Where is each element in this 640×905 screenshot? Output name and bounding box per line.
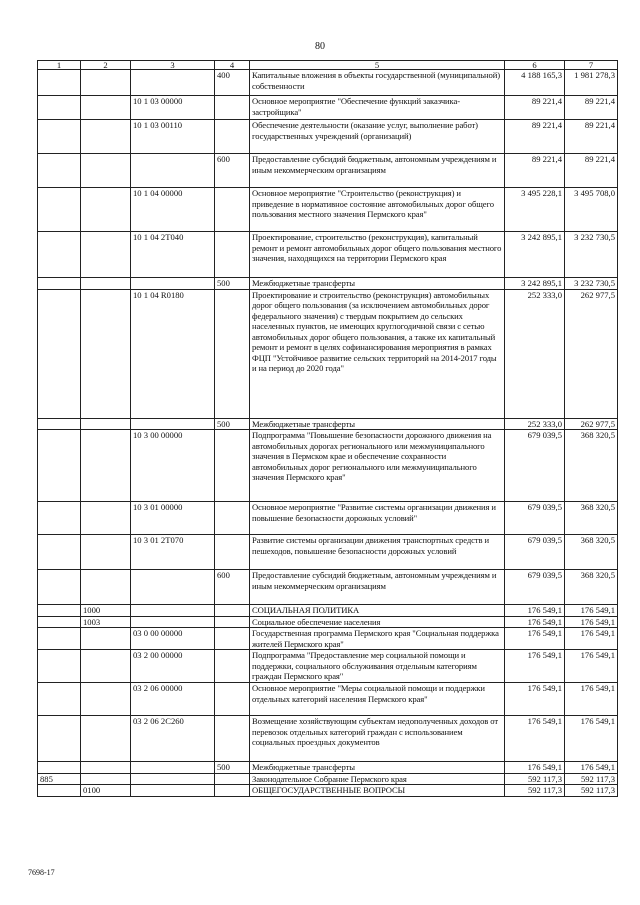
- cell-section-code: [81, 188, 131, 232]
- cell-admin-code: [38, 188, 81, 232]
- table-row: [38, 605, 618, 617]
- table-row: [38, 120, 618, 154]
- cell-amount-year2: 3 232 730,5: [565, 278, 618, 290]
- table-row: [38, 616, 618, 628]
- table-row: [38, 96, 618, 120]
- cell-expense-type: 500: [215, 418, 250, 430]
- cell-section-code: [81, 278, 131, 290]
- cell-admin-code: [38, 785, 81, 797]
- cell-target-article: 10 1 04 2Т040: [131, 232, 215, 278]
- cell-description: Проектирование, строительство (реконструкция), капитальный ремонт и ремонт автомобильных дорог общего пользования местного значения, находящихся на территории Пермского края: [250, 232, 505, 278]
- cell-amount-year1: 592 117,3: [505, 785, 565, 797]
- cell-admin-code: [38, 289, 81, 418]
- cell-admin-code: [38, 762, 81, 774]
- cell-target-article: [131, 278, 215, 290]
- cell-amount-year1: 679 039,5: [505, 570, 565, 605]
- cell-admin-code: [38, 70, 81, 96]
- cell-description: Развитие системы организации движения транспортных средств и пешеходов, повышение безопасности дорожных условий: [250, 535, 505, 570]
- cell-admin-code: [38, 278, 81, 290]
- cell-section-code: 1000: [81, 605, 131, 617]
- cell-target-article: 03 2 06 00000: [131, 683, 215, 716]
- cell-description: Законодательное Собрание Пермского края: [250, 773, 505, 785]
- header-cell: 2: [81, 61, 131, 70]
- cell-admin-code: [38, 430, 81, 502]
- cell-amount-year2: 176 549,1: [565, 616, 618, 628]
- cell-expense-type: 500: [215, 762, 250, 774]
- cell-amount-year2: 3 495 708,0: [565, 188, 618, 232]
- cell-amount-year2: 368 320,5: [565, 502, 618, 535]
- cell-amount-year1: 679 039,5: [505, 535, 565, 570]
- cell-description: Проектирование и строительство (реконструкция) автомобильных дорог общего пользования (за исключением автомобильных дорог федерального значения) с твердым покрытием до сельских населенных пунктов, не имеющих круглогодичной связи с сетью автомобильных дорог общего пользования, а также их капитальный ремонт и ремонт в целях софинансирования мероприятия в рамках ФЦП "Устойчивое развитие сельских территорий на 2014-2017 годы и на период до 2020 года": [250, 289, 505, 418]
- cell-section-code: 1003: [81, 616, 131, 628]
- cell-amount-year2: 176 549,1: [565, 716, 618, 762]
- cell-amount-year2: 368 320,5: [565, 535, 618, 570]
- cell-target-article: 10 1 04 R0180: [131, 289, 215, 418]
- cell-target-article: [131, 785, 215, 797]
- document-footer-code: 7698-17: [28, 868, 55, 877]
- cell-admin-code: [38, 605, 81, 617]
- cell-amount-year1: 176 549,1: [505, 683, 565, 716]
- cell-amount-year1: 252 333,0: [505, 418, 565, 430]
- table-header-row: [38, 61, 618, 70]
- table-row: [38, 716, 618, 762]
- cell-amount-year1: 89 221,4: [505, 154, 565, 188]
- cell-section-code: [81, 430, 131, 502]
- cell-section-code: [81, 683, 131, 716]
- cell-expense-type: [215, 535, 250, 570]
- cell-admin-code: [38, 716, 81, 762]
- cell-section-code: [81, 154, 131, 188]
- cell-target-article: 10 1 03 00110: [131, 120, 215, 154]
- cell-section-code: [81, 716, 131, 762]
- table-row: [38, 785, 618, 797]
- table-row: [38, 773, 618, 785]
- table-row: [38, 430, 618, 502]
- cell-description: Межбюджетные трансферты: [250, 278, 505, 290]
- cell-amount-year1: 4 188 165,3: [505, 70, 565, 96]
- header-cell: 4: [215, 61, 250, 70]
- cell-amount-year2: 592 117,3: [565, 773, 618, 785]
- cell-description: ОБЩЕГОСУДАРСТВЕННЫЕ ВОПРОСЫ: [250, 785, 505, 797]
- cell-target-article: [131, 70, 215, 96]
- cell-section-code: [81, 650, 131, 683]
- cell-admin-code: [38, 650, 81, 683]
- cell-target-article: 10 1 03 00000: [131, 96, 215, 120]
- table-row: [38, 628, 618, 650]
- cell-expense-type: [215, 120, 250, 154]
- cell-section-code: [81, 570, 131, 605]
- cell-amount-year2: 89 221,4: [565, 154, 618, 188]
- cell-expense-type: 500: [215, 278, 250, 290]
- cell-amount-year2: 3 232 730,5: [565, 232, 618, 278]
- header-cell: 5: [250, 61, 505, 70]
- table-row: [38, 650, 618, 683]
- table-row: [38, 70, 618, 96]
- cell-admin-code: [38, 502, 81, 535]
- cell-target-article: [131, 418, 215, 430]
- table-row: [38, 289, 618, 418]
- cell-target-article: [131, 570, 215, 605]
- cell-amount-year2: 176 549,1: [565, 628, 618, 650]
- cell-amount-year1: 252 333,0: [505, 289, 565, 418]
- cell-section-code: 0100: [81, 785, 131, 797]
- table-row: [38, 683, 618, 716]
- cell-target-article: [131, 616, 215, 628]
- cell-description: Социальное обеспечение населения: [250, 616, 505, 628]
- cell-expense-type: [215, 188, 250, 232]
- cell-expense-type: [215, 616, 250, 628]
- cell-amount-year2: 89 221,4: [565, 96, 618, 120]
- page-number: 80: [315, 41, 325, 52]
- cell-target-article: 10 3 01 00000: [131, 502, 215, 535]
- cell-admin-code: [38, 154, 81, 188]
- cell-expense-type: [215, 605, 250, 617]
- cell-amount-year1: 3 495 228,1: [505, 188, 565, 232]
- cell-amount-year1: 679 039,5: [505, 430, 565, 502]
- cell-admin-code: [38, 418, 81, 430]
- cell-amount-year1: 3 242 895,1: [505, 232, 565, 278]
- cell-amount-year1: 176 549,1: [505, 628, 565, 650]
- table-row: [38, 418, 618, 430]
- cell-amount-year2: 176 549,1: [565, 683, 618, 716]
- cell-expense-type: 400: [215, 70, 250, 96]
- cell-description: Государственная программа Пермского края "Социальная поддержка жителей Пермского края": [250, 628, 505, 650]
- cell-expense-type: 600: [215, 154, 250, 188]
- cell-description: Предоставление субсидий бюджетным, автономным учреждениям и иным некоммерческим организациям: [250, 570, 505, 605]
- cell-admin-code: [38, 683, 81, 716]
- cell-section-code: [81, 418, 131, 430]
- cell-section-code: [81, 628, 131, 650]
- cell-description: Межбюджетные трансферты: [250, 418, 505, 430]
- cell-expense-type: [215, 650, 250, 683]
- cell-expense-type: [215, 96, 250, 120]
- cell-amount-year1: 89 221,4: [505, 96, 565, 120]
- cell-amount-year1: 89 221,4: [505, 120, 565, 154]
- cell-amount-year2: 262 977,5: [565, 289, 618, 418]
- cell-admin-code: 885: [38, 773, 81, 785]
- cell-description: Капитальные вложения в объекты государственной (муниципальной) собственности: [250, 70, 505, 96]
- cell-description: Обеспечение деятельности (оказание услуг, выполнение работ) государственных учреждений (организаций): [250, 120, 505, 154]
- cell-target-article: 10 3 01 2Т070: [131, 535, 215, 570]
- cell-description: Возмещение хозяйствующим субъектам недополученных доходов от перевозок отдельных категорий граждан с использованием социальных проездных документов: [250, 716, 505, 762]
- cell-amount-year1: 176 549,1: [505, 605, 565, 617]
- cell-amount-year1: 592 117,3: [505, 773, 565, 785]
- cell-description: Основное мероприятие "Обеспечение функций заказчика-застройщика": [250, 96, 505, 120]
- cell-target-article: 10 3 00 00000: [131, 430, 215, 502]
- cell-target-article: 03 0 00 00000: [131, 628, 215, 650]
- cell-amount-year1: 176 549,1: [505, 762, 565, 774]
- budget-table: [37, 60, 618, 797]
- cell-section-code: [81, 289, 131, 418]
- cell-expense-type: [215, 502, 250, 535]
- cell-description: Межбюджетные трансферты: [250, 762, 505, 774]
- cell-description: Основное мероприятие "Меры социальной помощи и поддержки отдельных категорий населения Пермского края": [250, 683, 505, 716]
- cell-target-article: [131, 773, 215, 785]
- cell-section-code: [81, 502, 131, 535]
- table-row: [38, 232, 618, 278]
- cell-expense-type: 600: [215, 570, 250, 605]
- cell-amount-year2: 1 981 278,3: [565, 70, 618, 96]
- cell-expense-type: [215, 773, 250, 785]
- cell-target-article: [131, 605, 215, 617]
- table-row: [38, 188, 618, 232]
- cell-section-code: [81, 70, 131, 96]
- cell-amount-year2: 89 221,4: [565, 120, 618, 154]
- cell-amount-year2: 176 549,1: [565, 762, 618, 774]
- cell-section-code: [81, 96, 131, 120]
- cell-amount-year1: 3 242 895,1: [505, 278, 565, 290]
- cell-amount-year2: 176 549,1: [565, 650, 618, 683]
- table-row: [38, 502, 618, 535]
- header-cell: 3: [131, 61, 215, 70]
- cell-description: СОЦИАЛЬНАЯ ПОЛИТИКА: [250, 605, 505, 617]
- cell-expense-type: [215, 289, 250, 418]
- cell-target-article: [131, 762, 215, 774]
- table-row: [38, 154, 618, 188]
- cell-amount-year2: 176 549,1: [565, 605, 618, 617]
- cell-target-article: 03 2 06 2С260: [131, 716, 215, 762]
- cell-amount-year2: 262 977,5: [565, 418, 618, 430]
- cell-expense-type: [215, 785, 250, 797]
- cell-expense-type: [215, 430, 250, 502]
- cell-expense-type: [215, 716, 250, 762]
- cell-section-code: [81, 762, 131, 774]
- header-cell: 1: [38, 61, 81, 70]
- cell-amount-year1: 176 549,1: [505, 616, 565, 628]
- cell-description: Подпрограмма "Повышение безопасности дорожного движения на автомобильных дорогах регионального или межмуниципального значения в Пермском крае и обеспечение сохранности автомобильных дорог регионального или межмуниципального значения Пермского края": [250, 430, 505, 502]
- header-cell: 6: [505, 61, 565, 70]
- cell-section-code: [81, 773, 131, 785]
- cell-description: Основное мероприятие "Строительство (реконструкция) и приведение в нормативное состояние автомобильных дорог общего пользования местного значения Пермского края": [250, 188, 505, 232]
- cell-target-article: 03 2 00 00000: [131, 650, 215, 683]
- cell-amount-year1: 176 549,1: [505, 650, 565, 683]
- header-cell: 7: [565, 61, 618, 70]
- cell-section-code: [81, 232, 131, 278]
- table-row: [38, 535, 618, 570]
- cell-description: Предоставление субсидий бюджетным, автономным учреждениям и иным некоммерческим организациям: [250, 154, 505, 188]
- cell-amount-year2: 368 320,5: [565, 430, 618, 502]
- cell-section-code: [81, 120, 131, 154]
- cell-admin-code: [38, 628, 81, 650]
- cell-description: Основное мероприятие "Развитие системы организации движения и повышение безопасности дорожных условий": [250, 502, 505, 535]
- table-row: [38, 570, 618, 605]
- cell-expense-type: [215, 683, 250, 716]
- cell-target-article: [131, 154, 215, 188]
- cell-amount-year2: 368 320,5: [565, 570, 618, 605]
- cell-admin-code: [38, 570, 81, 605]
- cell-description: Подпрограмма "Предоставление мер социальной помощи и поддержки, социального обслуживания отдельным категориям граждан Пермского края": [250, 650, 505, 683]
- table-row: [38, 278, 618, 290]
- cell-amount-year1: 679 039,5: [505, 502, 565, 535]
- cell-amount-year2: 592 117,3: [565, 785, 618, 797]
- cell-admin-code: [38, 96, 81, 120]
- cell-expense-type: [215, 628, 250, 650]
- table-row: [38, 762, 618, 774]
- cell-amount-year1: 176 549,1: [505, 716, 565, 762]
- cell-expense-type: [215, 232, 250, 278]
- cell-admin-code: [38, 120, 81, 154]
- cell-admin-code: [38, 535, 81, 570]
- cell-target-article: 10 1 04 00000: [131, 188, 215, 232]
- cell-section-code: [81, 535, 131, 570]
- cell-admin-code: [38, 232, 81, 278]
- cell-admin-code: [38, 616, 81, 628]
